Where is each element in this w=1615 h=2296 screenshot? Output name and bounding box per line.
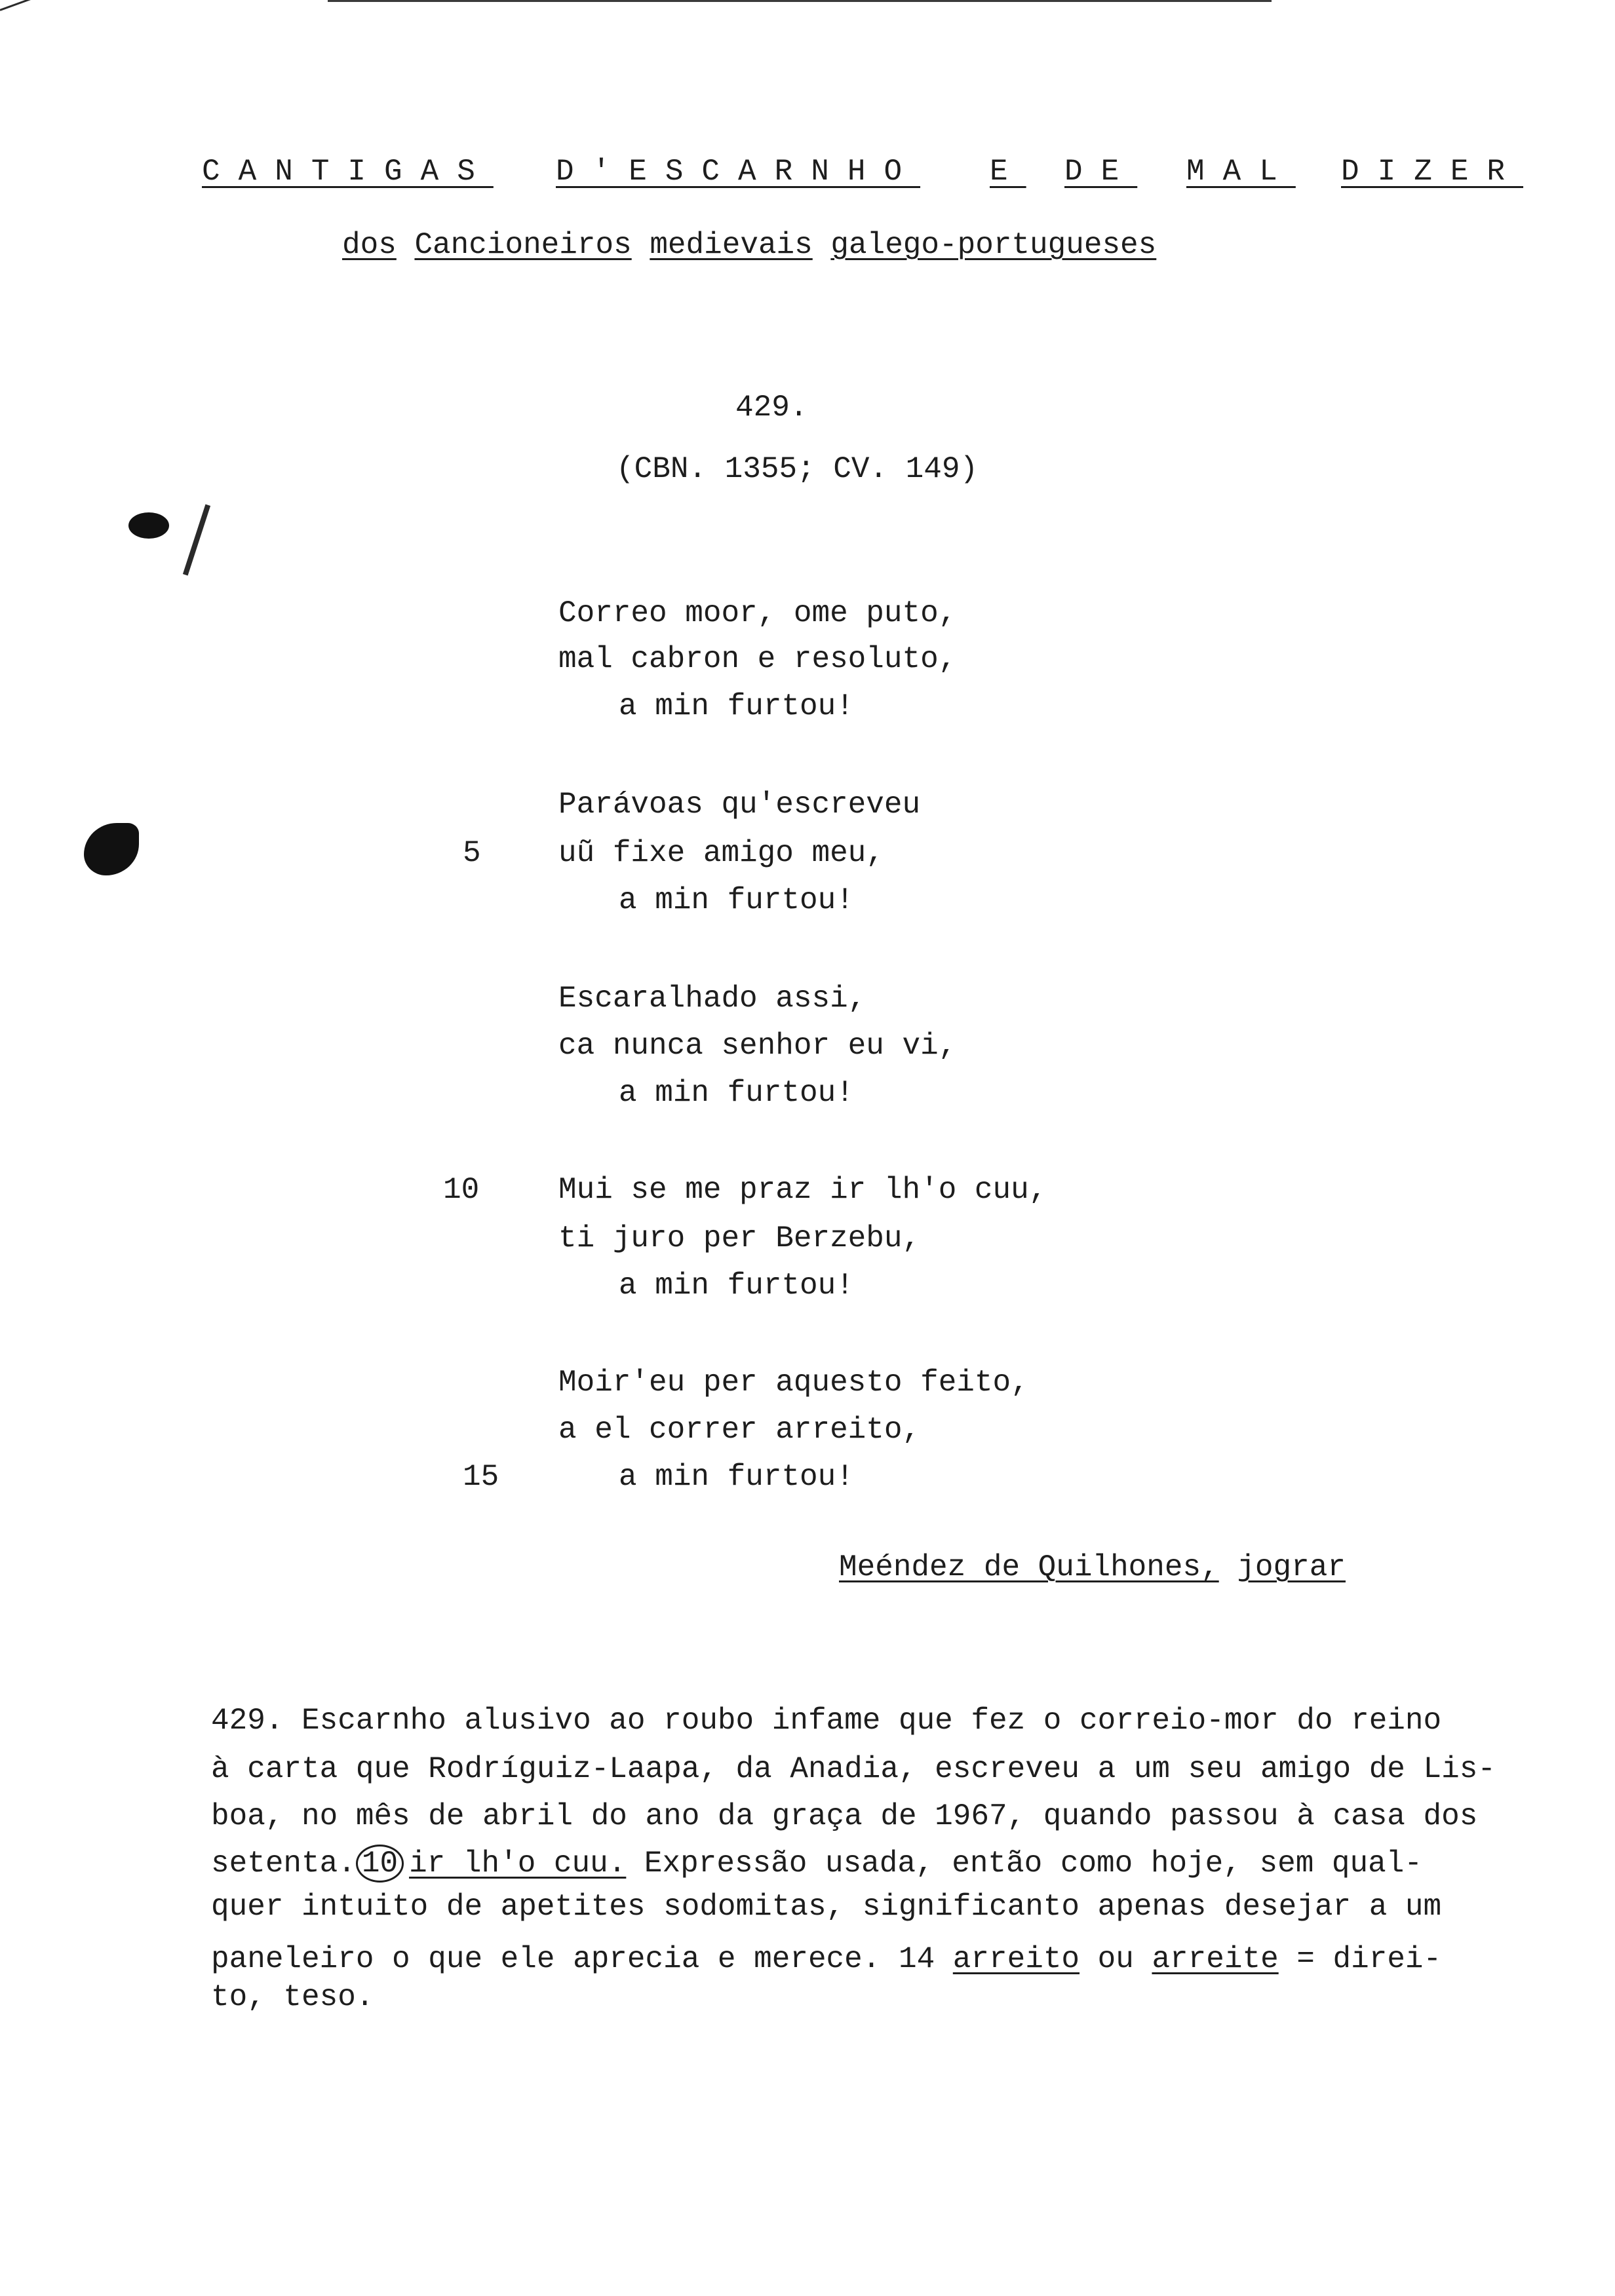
line-number: 5 <box>463 836 481 870</box>
footnote-term: arreite <box>1152 1942 1279 1976</box>
subtitle-word: galego-portugueses <box>830 228 1157 262</box>
poem-number: 429. <box>735 391 808 425</box>
verse-line: Escaralhado assi, <box>558 982 866 1016</box>
verse-line: Correo moor, ome puto, <box>558 596 957 630</box>
title-word: MAL <box>1186 155 1296 189</box>
top-edge-line <box>328 0 1272 2</box>
footnote-phrase: ir lh'o cuu. <box>409 1846 627 1881</box>
footnote-line: à carta que Rodríguiz-Laapa, da Anadia, escreveu a um seu amigo de Lis- <box>211 1752 1496 1786</box>
ink-blot <box>128 512 169 539</box>
footnote-text: Expressão usada, então como hoje, sem qual- <box>626 1846 1422 1881</box>
footnote-text: paneleiro o que ele aprecia e merece. 14 <box>211 1942 953 1976</box>
verse-line: Moir'eu per aquesto feito, <box>558 1366 1029 1400</box>
author-role: jograr <box>1237 1550 1346 1584</box>
subtitle-word: medievais <box>650 228 813 262</box>
footnote-line: 429. Escarnho alusivo ao roubo infame que fez o correio-mor do reino <box>211 1704 1442 1738</box>
source-references: (CBN. 1355; CV. 149) <box>616 452 979 486</box>
verse-refrain: a min furtou! <box>619 883 854 917</box>
line-reference: 10 <box>356 1845 404 1883</box>
title-word: DE <box>1064 155 1138 189</box>
footnote-line <box>211 1940 1441 1979</box>
title-word: DIZER <box>1341 155 1524 189</box>
footnote-text: = direi- <box>1278 1942 1442 1976</box>
poem-author <box>839 1548 1346 1587</box>
verse-refrain: a min furtou! <box>619 1460 854 1494</box>
author-name: Meéndez de Quilhones, <box>839 1550 1219 1584</box>
subtitle-word: dos <box>342 228 397 262</box>
ink-blot <box>84 823 139 875</box>
verse-line: Parávoas qu'escreveu <box>558 788 921 822</box>
verse-refrain: a min furtou! <box>619 1076 854 1110</box>
line-number: 10 <box>443 1173 480 1207</box>
corner-scratch <box>0 0 43 11</box>
verse-refrain: a min furtou! <box>619 689 854 723</box>
title-word: CANTIGAS <box>202 155 494 189</box>
footnote-line: quer intuito de apetites sodomitas, significanto apenas desejar a um <box>211 1890 1442 1924</box>
subtitle-word: Cancioneiros <box>414 228 632 262</box>
verse-line: mal cabron e resoluto, <box>558 642 957 676</box>
verse-line: uũ fixe amigo meu, <box>558 836 884 870</box>
line-number: 15 <box>463 1460 499 1494</box>
verse-line: a el correr arreito, <box>558 1413 921 1447</box>
footnote-text: ou <box>1080 1942 1152 1976</box>
document-title <box>0 152 1615 198</box>
verse-line: Mui se me praz ir lh'o cuu, <box>558 1173 1047 1207</box>
footnote-line: boa, no mês de abril do ano da graça de 1967, quando passou à casa dos <box>211 1799 1478 1833</box>
document-subtitle <box>342 225 1156 265</box>
title-word: D'ESCARNHO <box>556 155 921 189</box>
title-word: E <box>990 155 1026 189</box>
footnote-term: arreito <box>952 1942 1080 1976</box>
verse-refrain: a min furtou! <box>619 1269 854 1303</box>
verse-line: ti juro per Berzebu, <box>558 1221 921 1255</box>
footnote-line: to, teso. <box>211 1980 374 2014</box>
verse-line: ca nunca senhor eu vi, <box>558 1029 957 1063</box>
ink-stroke <box>183 505 210 576</box>
footnote-line <box>211 1844 1422 1883</box>
footnote-text: setenta. <box>211 1846 356 1881</box>
